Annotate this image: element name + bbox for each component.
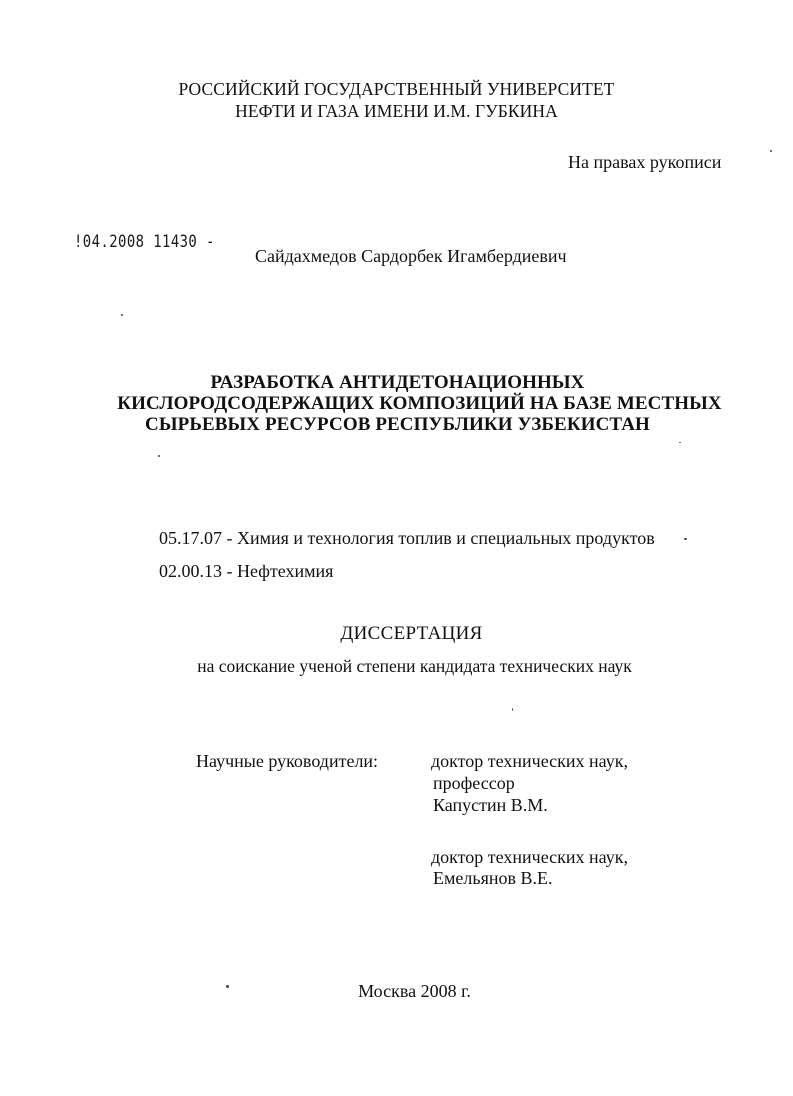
supervisors-label: Научные руководители: [196,751,379,771]
degree-statement: на соискание ученой степени кандидата технических наук [197,656,632,676]
scan-speck [512,708,513,711]
scan-speck [679,442,681,443]
document-type: ДИССЕРТАЦИЯ [340,623,483,644]
supervisor-2-degree: доктор технических наук, [431,847,628,867]
rights-note: На правах рукописи [568,152,722,172]
university-name-line-2: НЕФТИ И ГАЗА ИМЕНИ И.М. ГУБКИНА [235,101,558,121]
university-name-line-1: РОССИЙСКИЙ ГОСУДАРСТВЕННЫЙ УНИВЕРСИТЕТ [178,79,615,99]
scan-speck [684,538,687,540]
scan-speck [770,150,772,152]
supervisor-1-degree: доктор технических наук, [431,751,628,771]
scan-speck [121,314,123,316]
scan-speck [158,455,160,457]
registration-stamp: !04.2008 11430 - [74,232,215,252]
thesis-title-line-1: РАЗРАБОТКА АНТИДЕТОНАЦИОННЫХ [210,372,585,393]
thesis-title-line-3: СЫРЬЕВЫХ РЕСУРСОВ РЕСПУБЛИКИ УЗБЕКИСТАН [145,414,650,435]
thesis-title-line-2: КИСЛОРОДСОДЕРЖАЩИХ КОМПОЗИЦИЙ НА БАЗЕ МЕСТНЫХ [117,393,722,414]
specialty-1: 05.17.07 - Химия и технология топлив и специальных продуктов [159,528,655,548]
scan-speck [226,985,229,988]
supervisor-1-title: профессор [433,773,515,793]
supervisor-2-name: Емельянов В.Е. [433,868,553,888]
author-name: Сайдахмедов Сардорбек Игамбердиевич [255,246,567,266]
supervisor-1-name: Капустин В.М. [433,795,548,815]
specialty-2: 02.00.13 - Нефтехимия [159,561,334,581]
place-and-year: Москва 2008 г. [358,981,471,1001]
